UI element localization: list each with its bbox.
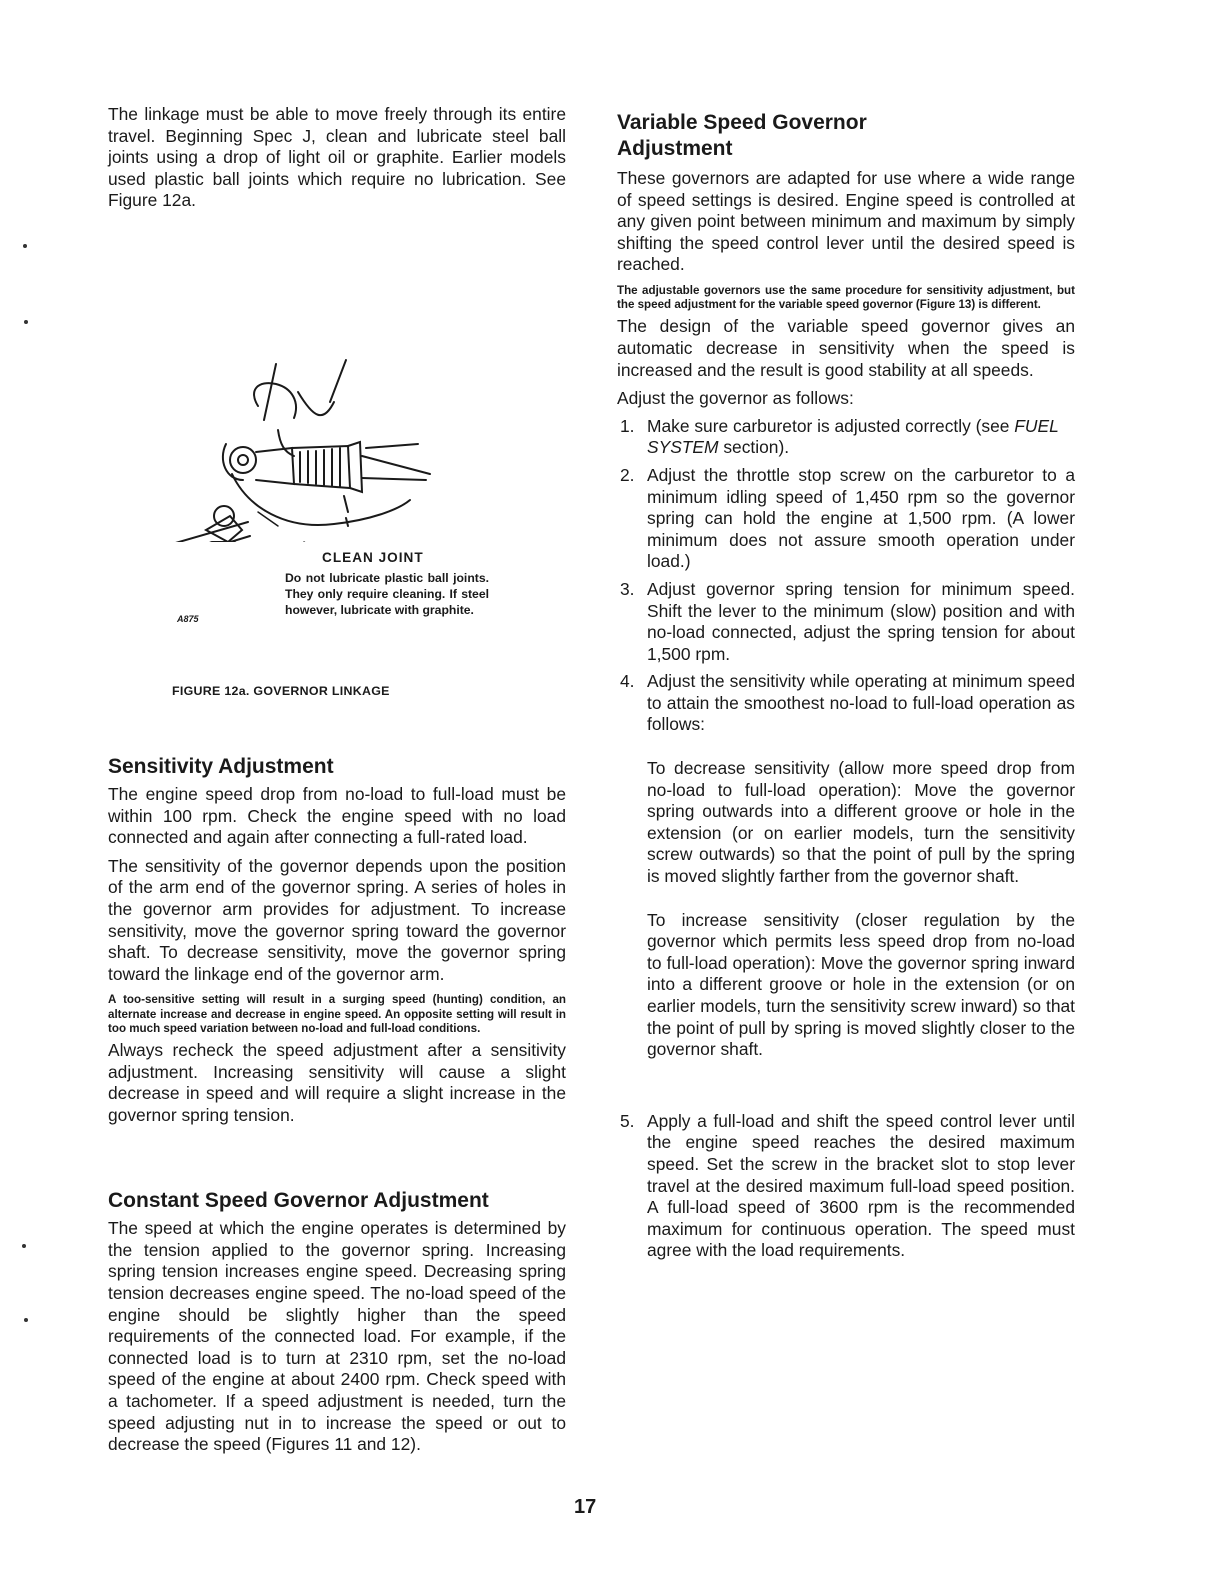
sensitivity-paragraph-3: Always recheck the speed adjustment after a sensitivity adjustment. Increasing sensitivity will cause a slight decrease in speed and will require a slight increase in the governor spring tension. xyxy=(108,1039,566,1125)
scan-mark xyxy=(23,244,27,248)
step-text: Adjust the throttle stop screw on the carburetor to a minimum idling speed of 1,450 rpm so the governor spring can hold the engine at 1,500 rpm. (A lower minimum does not assure smooth operation under load.) xyxy=(647,464,1075,572)
step-text-emphasis: FUEL SYSTEM xyxy=(647,415,1059,458)
step-number: 5. xyxy=(620,1110,635,1131)
adjustment-steps xyxy=(617,416,1075,1262)
step-text: Adjust the sensitivity while operating at minimum speed to attain the smoothest no-load to full-load operation as follows: xyxy=(647,671,1075,735)
variable-speed-note: The adjustable governors use the same procedure for sensitivity adjustment, but the speed adjustment for the variable speed governor (Figure 13) is different. xyxy=(617,283,1075,312)
step-subparagraph-decrease: To decrease sensitivity (allow more speed drop from no-load to full-load operation): Move the governor spring outwards into a different groove or hole in the extension (or on earlier models, turn the sensitivity screw outwards) so that the point of pull by the spring is moved slightly farther from the governor shaft. xyxy=(647,758,1075,887)
variable-speed-heading-line-1: Variable Speed Governor xyxy=(617,111,867,134)
step-item xyxy=(617,579,1075,665)
step-number: 4. xyxy=(620,671,635,692)
step-number: 1. xyxy=(620,415,635,436)
step-number: 3. xyxy=(620,578,635,599)
figure-code: A875 xyxy=(177,613,199,624)
variable-speed-heading xyxy=(617,110,1075,162)
scan-mark xyxy=(24,1318,28,1322)
variable-speed-paragraph-3: Adjust the governor as follows: xyxy=(617,388,854,409)
governor-linkage-illustration xyxy=(108,212,566,542)
sensitivity-heading: Sensitivity Adjustment xyxy=(108,754,334,778)
sensitivity-section xyxy=(108,754,566,1126)
constant-speed-section xyxy=(108,1188,566,1456)
left-column xyxy=(108,104,566,1456)
step-number: 2. xyxy=(620,464,635,485)
variable-speed-paragraph-2: The design of the variable speed governor gives an automatic decrease in sensitivity when the speed is increased and the result is good stability at all speeds. xyxy=(617,316,1075,380)
step-text: Adjust governor spring tension for minimum speed. Shift the lever to the minimum (slow) position and with no-load connected, adjust the spring tension for about 1,500 rpm. xyxy=(647,578,1075,664)
sensitivity-note: A too-sensitive setting will result in a surging speed (hunting) condition, an alternate increase and decrease in engine speed. An opposite setting will result in too much speed variation between no-load and full-load conditions. xyxy=(108,993,566,1035)
step-text-part: section). xyxy=(718,437,790,458)
constant-speed-heading: Constant Speed Governor Adjustment xyxy=(108,1189,489,1213)
callout-title: CLEAN JOINT xyxy=(322,549,424,565)
callout-text: Do not lubricate plastic ball joints. They only require cleaning. If steel however, lubricate with graphite. xyxy=(285,570,489,617)
page-number: 17 xyxy=(574,1496,597,1518)
step-text xyxy=(647,416,1075,459)
intro-paragraph: The linkage must be able to move freely through its entire travel. Beginning Spec J, clean and lubricate steel ball joints using a drop of light oil or graphite. Earlier models used plastic ball joints which require no lubrication. See Figure 12a. xyxy=(108,104,566,211)
scan-mark xyxy=(22,1244,26,1248)
step-item xyxy=(617,1111,1075,1262)
step-item xyxy=(617,671,1075,1061)
step-item xyxy=(617,416,1075,459)
sensitivity-paragraph-2: The sensitivity of the governor depends upon the position of the arm end of the governor spring. A series of holes in the governor arm provides for adjustment. To increase sensitivity, move the governor spring toward the governor shaft. To decrease sensitivity, move the governor spring toward the linkage end of the governor arm. xyxy=(108,855,566,984)
figure-caption: FIGURE 12a. GOVERNOR LINKAGE xyxy=(172,683,390,698)
step-text-part: Make sure carburetor is adjusted correctly (see xyxy=(647,415,1015,436)
constant-speed-paragraph: The speed at which the engine operates is determined by the tension applied to the governor spring. Increasing spring tension increases engine speed. Decreasing spring tension decreases engine speed. The no-load speed of the engine should be slightly higher than the speed requirements of the connected load. For example, if the connected load is to turn at 2310 rpm, set the no-load speed of the engine at about 2400 rpm. Check speed with a tachometer. If a speed adjustment is needed, turn the speed adjusting nut in to increase the speed or out to decrease the speed (Figures 11 and 12). xyxy=(108,1218,566,1455)
variable-speed-heading-line-2: Adjustment xyxy=(617,137,733,160)
scan-mark xyxy=(24,320,28,324)
variable-speed-paragraph-1: These governors are adapted for use where a wide range of speed settings is desired. Engine speed is controlled at any given point between minimum and maximum by simply shifting the speed control lever until the desired speed is reached. xyxy=(617,168,1075,275)
sensitivity-paragraph-1: The engine speed drop from no-load to full-load must be within 100 rpm. Check the engine speed with no load connected and again after connecting a full-rated load. xyxy=(108,783,566,848)
step-subparagraph-increase: To increase sensitivity (closer regulation by the governor which permits less speed drop from no-load to full-load operation): Move the governor spring inward into a different groove or hole in the extension (or on earlier models, turn the sensitivity screw inward) so that the point of pull by spring is moved slightly closer to the governor shaft. xyxy=(647,909,1075,1060)
step-item xyxy=(617,465,1075,573)
figure-12a xyxy=(108,212,566,698)
step-text: Apply a full-load and shift the speed control lever until the engine speed reaches the desired maximum speed. Set the screw in the bracket slot to stop lever travel at the desired maximum full-load speed position. A full-load speed of 3600 rpm is the recommended maximum for continuous operation. The speed must agree with the load requirements. xyxy=(647,1110,1075,1261)
right-column xyxy=(617,110,1075,1262)
